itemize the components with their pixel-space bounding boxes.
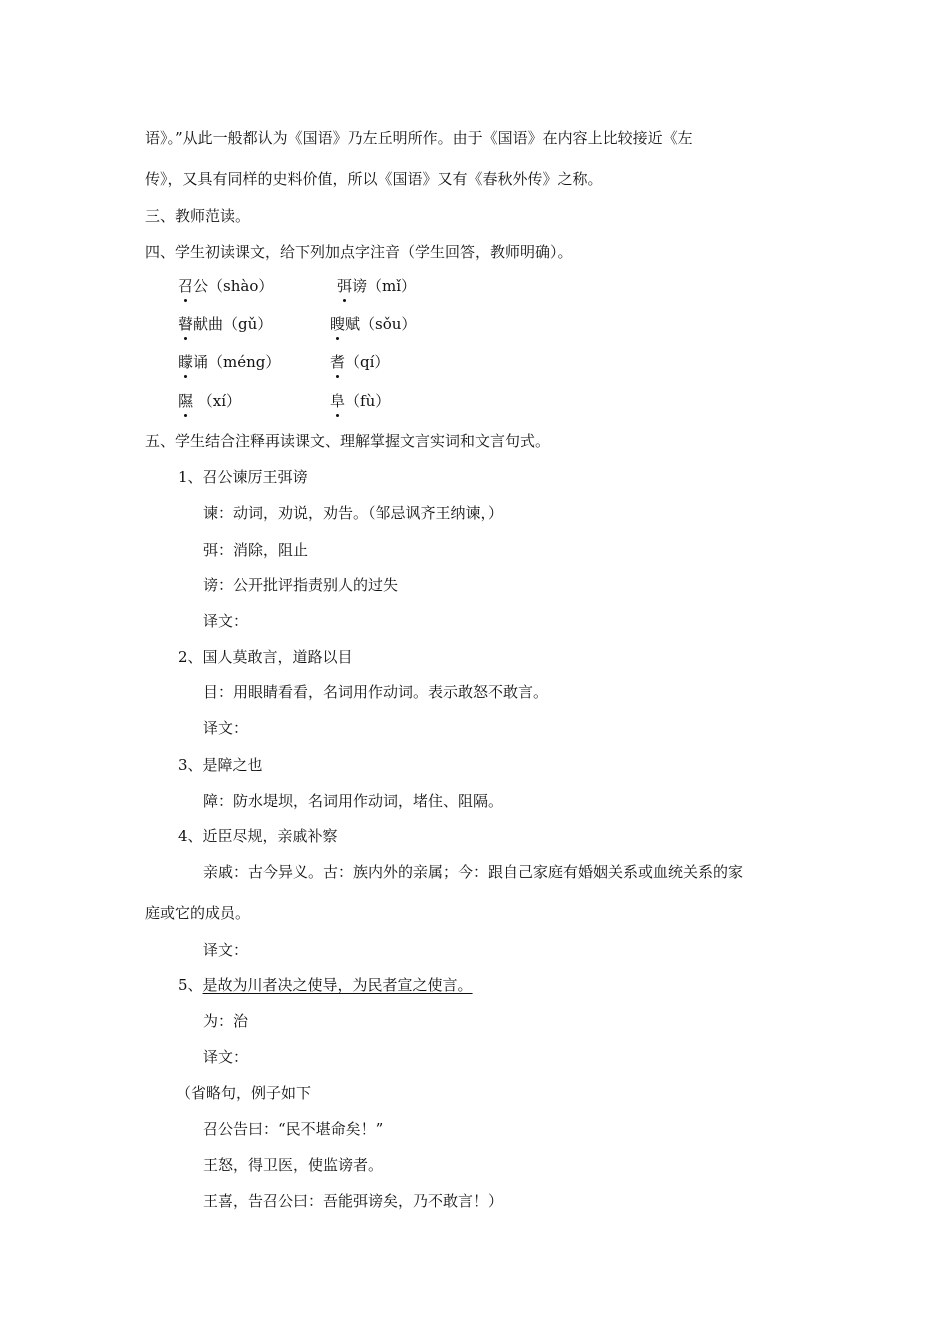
item-5-translation: 译文： bbox=[203, 1048, 249, 1066]
pinyin-item-gu bbox=[178, 314, 272, 334]
item-2-translation: 译文： bbox=[203, 719, 249, 737]
dotted-char: 瞽 bbox=[178, 315, 194, 333]
item-4-translation: 译文： bbox=[203, 941, 249, 959]
item-2-title: 2、国人莫敢言，道路以目 bbox=[178, 648, 353, 666]
item-4-note-continued: 庭或它的成员。 bbox=[145, 904, 251, 922]
item-1-note-jian: 谏：动词，劝说，劝告。（邹忌讽齐王纳谏，） bbox=[203, 504, 504, 522]
item-5-title bbox=[178, 975, 473, 995]
item-3-note-zhang: 障：防水堤坝，名词用作动词，堵住、阻隔。 bbox=[203, 792, 504, 810]
item-1-translation: 译文： bbox=[203, 612, 249, 630]
pinyin-text: 献曲（gǔ） bbox=[193, 315, 273, 333]
item-2-note-mu: 目：用眼睛看看，名词用作动词。表示敢怒不敢言。 bbox=[203, 683, 549, 701]
pinyin-item-meng bbox=[178, 352, 280, 372]
pinyin-text: （xí） bbox=[193, 392, 242, 410]
intro-line-1: 语》。”从此一般都认为《国语》乃左丘明所作。由于《国语》在内容上比较接近《左 bbox=[145, 129, 693, 147]
dotted-char: 矇 bbox=[178, 353, 194, 371]
omission-heading: （省略句，例子如下 bbox=[176, 1084, 312, 1102]
item-1-title: 1、召公谏厉王弭谤 bbox=[178, 468, 308, 486]
omission-example-1: 召公告曰：“民不堪命矣！” bbox=[203, 1120, 384, 1138]
section-5-heading: 五、学生结合注释再读课文、理解掌握文言实词和文言句式。 bbox=[145, 432, 551, 450]
pinyin-text: 公（shào） bbox=[193, 277, 274, 295]
dotted-char: 耆 bbox=[330, 353, 346, 371]
pinyin-item-fu bbox=[330, 391, 390, 411]
pinyin-item-xi bbox=[178, 391, 241, 411]
item-1-note-bang: 谤：公开批评指责别人的过失 bbox=[203, 576, 399, 594]
omission-example-2: 王怒，得卫医，使监谤者。 bbox=[203, 1156, 384, 1174]
intro-line-2: 传》，又具有同样的史料价值，所以《国语》又有《春秋外传》之称。 bbox=[145, 170, 603, 188]
pinyin-item-sou bbox=[330, 314, 416, 334]
pinyin-item-qi bbox=[330, 352, 389, 372]
item-5-sentence: 是故为川者决之使导，为民者宣之使言。 bbox=[202, 976, 473, 994]
item-4-title: 4、近臣尽规，亲戚补察 bbox=[178, 827, 338, 845]
section-4-heading: 四、学生初读课文，给下列加点字注音（学生回答，教师明确）。 bbox=[145, 243, 573, 261]
pinyin-text: （qí） bbox=[345, 353, 390, 371]
pinyin-text: 谤（mǐ） bbox=[352, 277, 417, 295]
dotted-char: 隰 bbox=[178, 392, 194, 410]
pinyin-text: 诵（méng） bbox=[193, 353, 281, 371]
pinyin-item-shao bbox=[178, 276, 273, 296]
dotted-char: 阜 bbox=[330, 392, 346, 410]
item-3-title: 3、是障之也 bbox=[178, 756, 263, 774]
item-5-note-wei: 为：治 bbox=[203, 1012, 249, 1030]
dotted-char: 召 bbox=[178, 277, 194, 295]
pinyin-text: （fù） bbox=[345, 392, 391, 410]
pinyin-text: 赋（sǒu） bbox=[345, 315, 417, 333]
dotted-char: 弭 bbox=[337, 277, 353, 295]
item-5-number: 5、 bbox=[178, 976, 203, 994]
section-3-heading: 三、教师范读。 bbox=[145, 207, 251, 225]
omission-example-3: 王喜，告召公曰：吾能弭谤矣，乃不敢言！） bbox=[203, 1192, 504, 1210]
dotted-char: 瞍 bbox=[330, 315, 346, 333]
item-4-note-qinqi: 亲戚：古今异义。古：族内外的亲属；今：跟自己家庭有婚姻关系或血统关系的家 bbox=[203, 863, 744, 881]
item-1-note-mi: 弭：消除，阻止 bbox=[203, 541, 309, 559]
pinyin-item-mi bbox=[337, 276, 416, 296]
